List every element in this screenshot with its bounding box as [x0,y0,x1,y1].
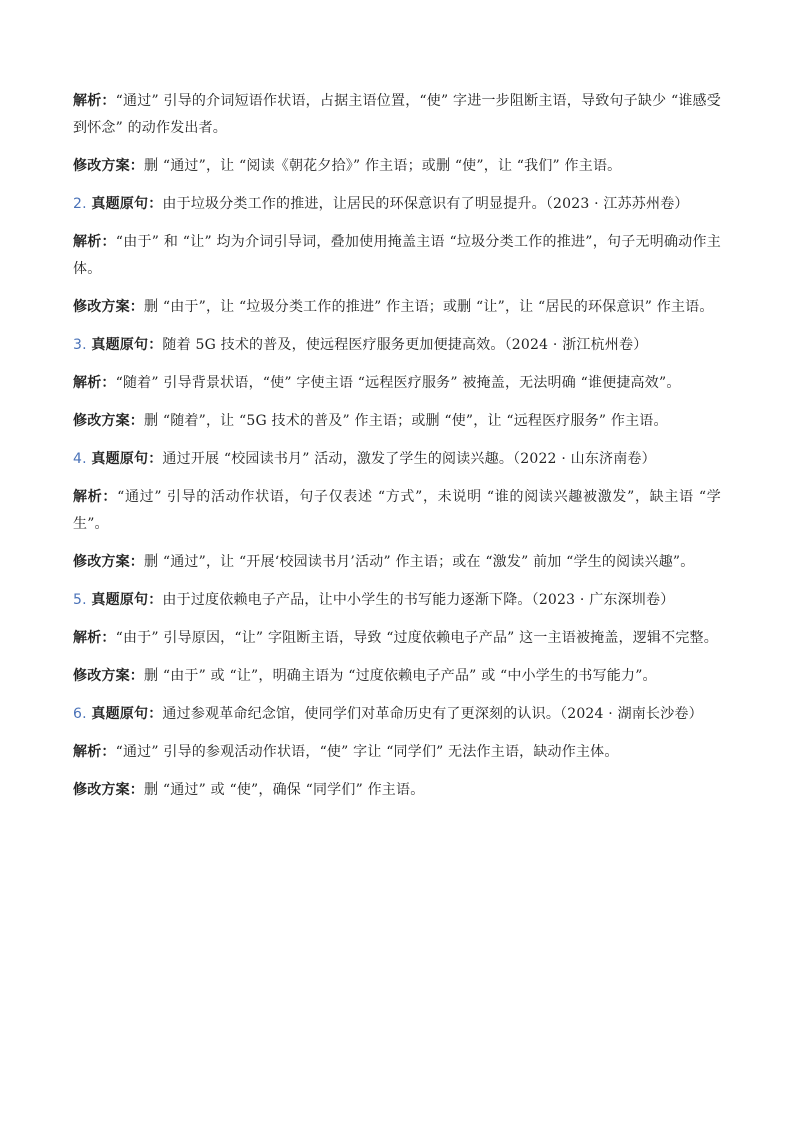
analysis-text: “通过” 引导的参观活动作状语，“使” 字让 “同学们” 无法作主语，缺动作主体。 [115,744,619,760]
original-label: 真题原句： [91,451,163,467]
question-paragraph [73,701,721,728]
original-text: 随着 5G 技术的普及，使远程医疗服务更加便捷高效。（2024 · 浙江杭州卷） [162,337,648,353]
fix-paragraph [73,408,721,435]
fix-text: 删 “由于”，让 “垃圾分类工作的推进” 作主语；或删 “让”，让 “居民的环保意识” 作主语。 [144,299,714,315]
analysis-label: 解析： [73,489,118,505]
analysis-paragraph [73,88,721,142]
fix-text: 删 “通过” 或 “使”，确保 “同学们” 作主语。 [144,782,425,798]
fix-text: 删 “通过”，让 “阅读《朝花夕拾》” 作主语；或删 “使”，让 “我们” 作主语。 [144,158,622,174]
fix-label: 修改方案： [73,299,144,315]
fix-paragraph [73,153,721,180]
original-label: 真题原句： [91,706,163,722]
fix-paragraph [73,294,721,321]
analysis-text: “通过” 引导的活动作状语，句子仅表述 “方式”，未说明 “谁的阅读兴趣被激发”，缺主语 “学生”。 [73,489,721,532]
question-paragraph [73,332,721,359]
analysis-label: 解析： [73,234,116,250]
original-label: 真题原句： [91,592,163,608]
original-label: 真题原句： [91,196,163,212]
question-number: 4. [73,451,87,467]
analysis-paragraph [73,739,721,766]
original-text: 通过参观革命纪念馆，使同学们对革命历史有了更深刻的认识。（2024 · 湖南长沙卷） [162,706,703,722]
analysis-label: 解析： [73,630,116,646]
analysis-paragraph [73,370,721,397]
question-number: 5. [73,592,87,608]
original-label: 真题原句： [91,337,163,353]
question-number: 6. [73,706,87,722]
analysis-paragraph [73,625,721,652]
fix-text: 删 “随着”，让 “5G 技术的普及” 作主语；或删 “使”，让 “远程医疗服务” 作主语。 [144,413,668,429]
original-text: 由于垃圾分类工作的推进，让居民的环保意识有了明显提升。（2023 · 江苏苏州卷） [162,196,689,212]
document-body [73,88,721,815]
question-paragraph [73,587,721,614]
question-paragraph [73,446,721,473]
fix-label: 修改方案： [73,413,144,429]
fix-label: 修改方案： [73,782,144,798]
fix-label: 修改方案： [73,668,144,684]
fix-paragraph [73,663,721,690]
question-number: 2. [73,196,87,212]
analysis-text: “由于” 引导原因，“让” 字阻断主语，导致 “过度依赖电子产品” 这一主语被掩盖，逻辑不完整。 [115,630,718,646]
analysis-label: 解析： [73,375,116,391]
analysis-label: 解析： [73,93,116,109]
question-paragraph [73,191,721,218]
fix-label: 修改方案： [73,554,144,570]
fix-paragraph [73,549,721,576]
analysis-text: “通过” 引导的介词短语作状语，占据主语位置，“使” 字进一步阻断主语，导致句子缺少 “谁感受到怀念” 的动作发出者。 [73,93,721,136]
fix-text: 删 “由于” 或 “让”，明确主语为 “过度依赖电子产品” 或 “中小学生的书写能力”。 [144,668,657,684]
question-number: 3. [73,337,87,353]
analysis-text: “随着” 引导背景状语，“使” 字使主语 “远程医疗服务” 被掩盖，无法明确 “谁便捷高效”。 [115,375,681,391]
original-text: 由于过度依赖电子产品，让中小学生的书写能力逐渐下降。（2023 · 广东深圳卷） [162,592,675,608]
analysis-paragraph [73,229,721,283]
fix-text: 删 “通过”，让 “开展‘校园读书月’活动” 作主语；或在 “激发” 前加 “学生的阅读兴趣”。 [144,554,695,570]
analysis-text: “由于” 和 “让” 均为介词引导词，叠加使用掩盖主语 “垃圾分类工作的推进”，句子无明确动作主体。 [73,234,721,277]
analysis-label: 解析： [73,744,116,760]
analysis-paragraph [73,484,721,538]
original-text: 通过开展 “校园读书月” 活动，激发了学生的阅读兴趣。（2022 · 山东济南卷） [162,451,656,467]
fix-label: 修改方案： [73,158,144,174]
fix-paragraph [73,777,721,804]
